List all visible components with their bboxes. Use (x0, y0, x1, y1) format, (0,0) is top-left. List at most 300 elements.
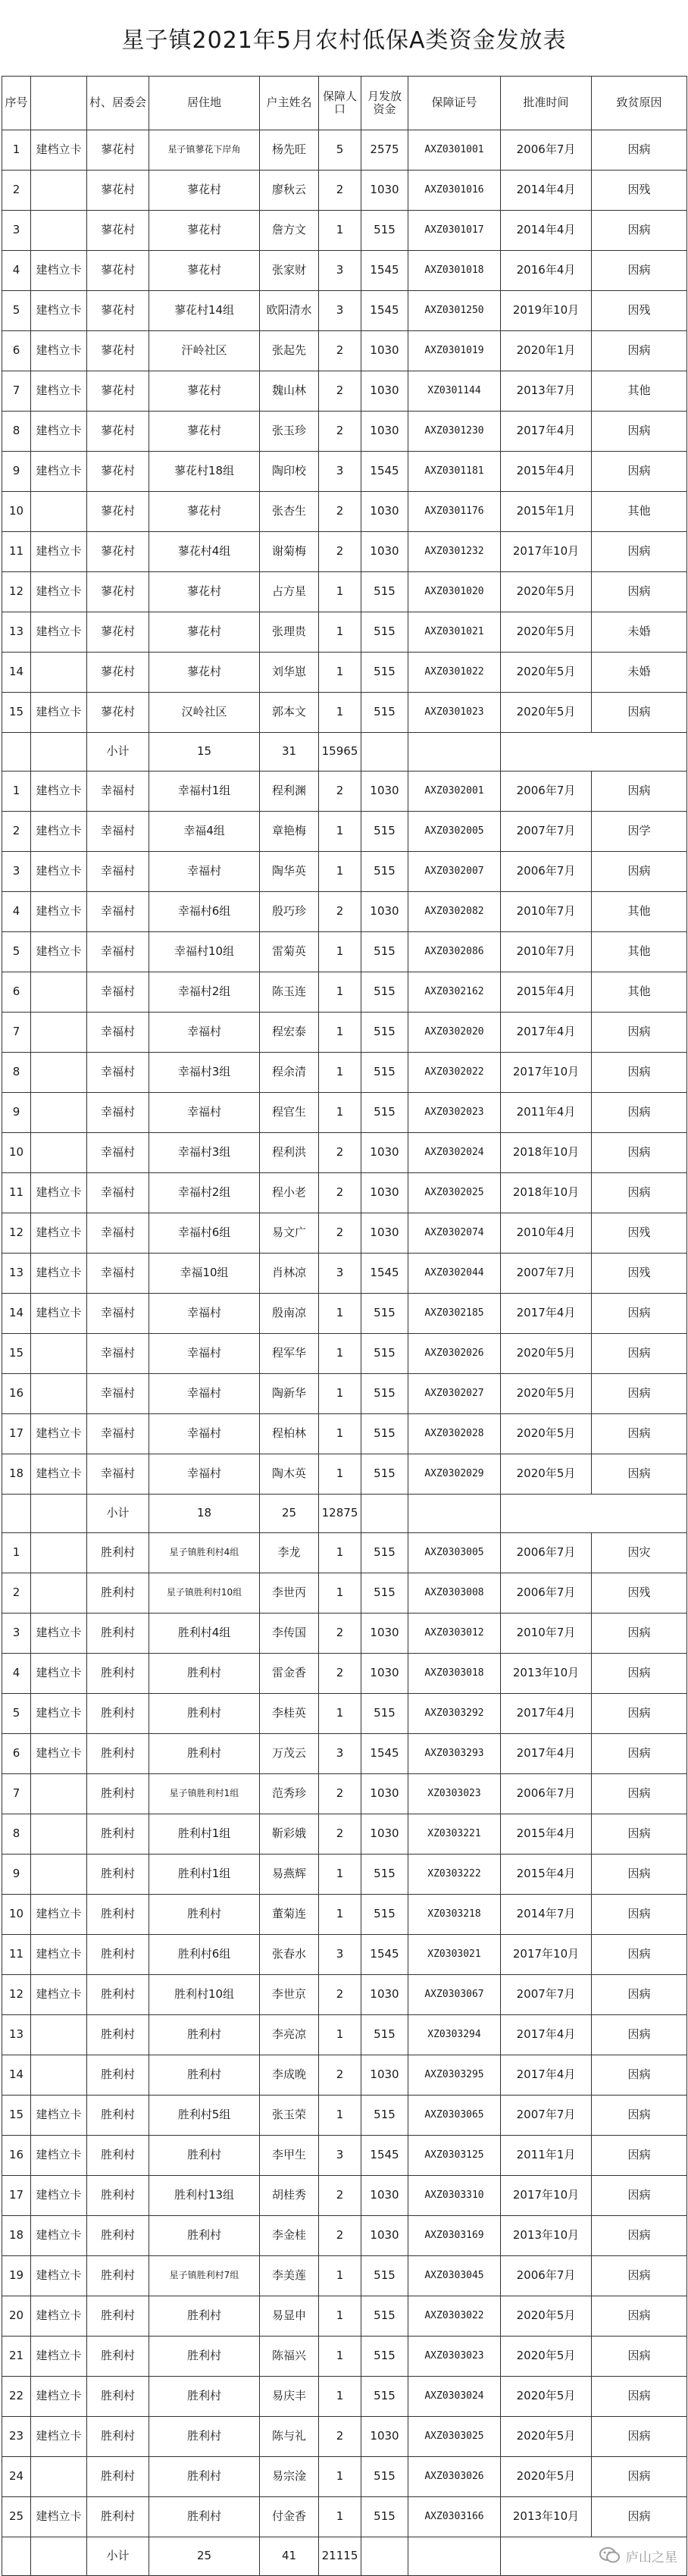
table-cell: 陶华英 (260, 852, 319, 892)
table-cell: 汗岭社区 (149, 331, 260, 371)
table-cell: 李世丙 (260, 1573, 319, 1614)
table-cell: 2020年5月 (501, 612, 592, 653)
table-cell: 胜利村10组 (149, 1975, 260, 2015)
subtotal-cell (31, 2537, 87, 2576)
table-cell: 2006年7月 (501, 852, 592, 892)
table-cell (31, 2457, 87, 2497)
table-cell: 1 (2, 130, 31, 171)
table-cell: 胜利村 (87, 2136, 149, 2176)
table-cell (31, 1053, 87, 1093)
table-cell: 李亮凉 (260, 2015, 319, 2055)
table-cell: AXZ0303023 (408, 2337, 501, 2377)
table-row (2, 2176, 687, 2216)
table-cell: 易庆丰 (260, 2377, 319, 2417)
table-cell: 幸福村 (149, 1414, 260, 1454)
table-row (2, 1173, 687, 1213)
table-cell: 建档立卡 (31, 412, 87, 452)
subtotal-cell: 31 (260, 733, 319, 772)
table-cell: AXZ0301021 (408, 612, 501, 653)
table-cell: 2020年5月 (501, 1454, 592, 1495)
table-cell: 胜利村 (87, 2457, 149, 2497)
table-row (2, 2457, 687, 2497)
table-cell: 因病 (592, 693, 687, 733)
table-cell: 10 (2, 1895, 31, 1935)
table-cell: 1 (319, 612, 361, 653)
table-cell: 1030 (361, 371, 408, 412)
table-cell (31, 653, 87, 693)
table-row (2, 1855, 687, 1895)
table-cell: 蓼花村 (87, 130, 149, 171)
table-row (2, 452, 687, 492)
table-cell: 蓼花村 (87, 532, 149, 572)
table-cell: AXZ0303293 (408, 1734, 501, 1774)
table-cell: 1 (319, 2457, 361, 2497)
table-cell: 3 (319, 452, 361, 492)
table-cell: 雷金香 (260, 1654, 319, 1694)
table-cell: 幸福村 (87, 1334, 149, 1374)
table-cell: 2007年7月 (501, 1254, 592, 1294)
table-cell: 因病 (592, 1374, 687, 1414)
table-cell: 2011年4月 (501, 1093, 592, 1133)
table-cell: AXZ0303025 (408, 2417, 501, 2457)
header-cell: 批准时间 (501, 77, 592, 130)
table-cell: 3 (2, 1614, 31, 1654)
table-cell: 程军华 (260, 1334, 319, 1374)
table-cell: 张理贵 (260, 612, 319, 653)
table-cell: 1030 (361, 772, 408, 812)
table-row (2, 1895, 687, 1935)
table-cell: 幸福村2组 (149, 972, 260, 1013)
table-cell: AXZ0301023 (408, 693, 501, 733)
table-cell: 因病 (592, 1013, 687, 1053)
table-cell: 胜利村 (87, 2377, 149, 2417)
table-cell: 2017年4月 (501, 1013, 592, 1053)
table-cell: 因病 (592, 211, 687, 251)
table-cell: 因病 (592, 1414, 687, 1454)
table-cell: 2010年4月 (501, 1213, 592, 1254)
table-cell: 幸福村 (149, 1334, 260, 1374)
table-cell: XZ0303222 (408, 1855, 501, 1895)
table-cell: 幸福村 (87, 852, 149, 892)
table-cell: 胜利村 (87, 1533, 149, 1573)
table-cell: 因病 (592, 1975, 687, 2015)
table-cell: 1030 (361, 532, 408, 572)
table-row (2, 2015, 687, 2055)
table-cell: 建档立卡 (31, 2377, 87, 2417)
table-cell: 胜利村 (87, 1935, 149, 1975)
table-cell: 3 (319, 291, 361, 331)
table-cell: 幸福村 (87, 1454, 149, 1495)
table-cell: 515 (361, 2377, 408, 2417)
table-cell: 其他 (592, 932, 687, 972)
table-cell: 胜利村 (149, 2055, 260, 2096)
table-cell: 建档立卡 (31, 1734, 87, 1774)
table-cell: 建档立卡 (31, 932, 87, 972)
table-cell: 易宗淦 (260, 2457, 319, 2497)
table-cell: 2020年5月 (501, 1334, 592, 1374)
table-cell: 程利渊 (260, 772, 319, 812)
table-row (2, 2377, 687, 2417)
table-cell: 陶印校 (260, 452, 319, 492)
table-cell: 1030 (361, 331, 408, 371)
table-cell: 2020年5月 (501, 2457, 592, 2497)
table-cell: 2 (319, 371, 361, 412)
table-cell: 515 (361, 211, 408, 251)
table-cell: AXZ0302162 (408, 972, 501, 1013)
table-cell: 515 (361, 1294, 408, 1334)
table-cell: 因病 (592, 1614, 687, 1654)
table-cell: 胜利村 (87, 1734, 149, 1774)
table-cell: 1545 (361, 291, 408, 331)
table-cell: 蓼花村 (87, 412, 149, 452)
table-cell: 25 (2, 2497, 31, 2537)
subtotal-cell (408, 2537, 501, 2576)
table-cell: 未婚 (592, 612, 687, 653)
table-cell: 幸福村 (87, 812, 149, 852)
header-cell: 户主姓名 (260, 77, 319, 130)
header-cell (31, 77, 87, 130)
table-cell: 因病 (592, 1895, 687, 1935)
table-cell: 因病 (592, 1734, 687, 1774)
table-cell: 8 (2, 412, 31, 452)
table-cell: AXZ0303018 (408, 1654, 501, 1694)
table-cell: 1 (319, 2256, 361, 2296)
table-cell: 2015年4月 (501, 1814, 592, 1855)
table-cell: 胜利村 (149, 1895, 260, 1935)
table-cell: 1030 (361, 2176, 408, 2216)
table-cell: 因残 (592, 1254, 687, 1294)
table-cell: 胜利村 (149, 1654, 260, 1694)
table-cell: 2018年10月 (501, 1133, 592, 1173)
table-row (2, 2417, 687, 2457)
table-cell: 3 (2, 211, 31, 251)
table-cell: AXZ0301176 (408, 492, 501, 532)
table-cell: 蓼花村 (149, 612, 260, 653)
subtotal-cell: 小计 (87, 2537, 149, 2576)
table-row (2, 2256, 687, 2296)
table-cell: 3 (2, 852, 31, 892)
table-cell: 李美莲 (260, 2256, 319, 2296)
table-row (2, 211, 687, 251)
header-cell: 月发放资金 (361, 77, 408, 130)
document-title: 星子镇2021年5月农村低保A类资金发放表 (121, 27, 567, 54)
table-cell: 515 (361, 2296, 408, 2337)
table-row (2, 1614, 687, 1654)
table-row (2, 412, 687, 452)
table-cell: AXZ0303045 (408, 2256, 501, 2296)
table-cell: 建档立卡 (31, 1414, 87, 1454)
table-cell: 1030 (361, 412, 408, 452)
table-row (2, 2096, 687, 2136)
table-cell: 胜利村 (87, 1573, 149, 1614)
table-cell: 2014年4月 (501, 171, 592, 211)
table-cell: AXZ0301230 (408, 412, 501, 452)
table-cell: 20 (2, 2296, 31, 2337)
subtotal-cell (501, 1495, 687, 1533)
table-row (2, 1374, 687, 1414)
subtotal-cell: 25 (149, 2537, 260, 2576)
subtotal-row (2, 733, 687, 772)
table-cell: 1 (319, 1013, 361, 1053)
table-cell: 幸福村3组 (149, 1053, 260, 1093)
table-cell: XZ0303023 (408, 1774, 501, 1814)
table-cell: 因病 (592, 532, 687, 572)
table-cell: AXZ0303005 (408, 1533, 501, 1573)
table-cell: 因病 (592, 1454, 687, 1495)
table-cell: 幸福村 (87, 932, 149, 972)
table-cell: 刘华崽 (260, 653, 319, 693)
table-cell: 2013年10月 (501, 1654, 592, 1694)
table-cell: 14 (2, 1294, 31, 1334)
table-cell: 蓼花村 (87, 612, 149, 653)
table-cell: 2 (2, 171, 31, 211)
table-cell: XZ0301144 (408, 371, 501, 412)
table-cell: 建档立卡 (31, 251, 87, 291)
table-cell: 易显申 (260, 2296, 319, 2337)
table-cell: AXZ0303292 (408, 1694, 501, 1734)
table-cell: 幸福村3组 (149, 1133, 260, 1173)
table-cell: 11 (2, 1173, 31, 1213)
table-cell: 幸福村 (87, 1374, 149, 1414)
table-cell: 2017年4月 (501, 1294, 592, 1334)
table-cell: 2017年10月 (501, 1053, 592, 1093)
table-cell: 胜利村 (87, 2256, 149, 2296)
subtotal-cell: 15965 (319, 733, 361, 772)
table-cell: 章艳梅 (260, 812, 319, 852)
table-cell: 1030 (361, 892, 408, 932)
table-cell: AXZ0301020 (408, 572, 501, 612)
table-cell: 3 (319, 251, 361, 291)
table-cell: 胜利村 (87, 1654, 149, 1694)
table-cell: 515 (361, 1895, 408, 1935)
table-cell: AXZ0301018 (408, 251, 501, 291)
table-cell: 因病 (592, 2256, 687, 2296)
table-cell: AXZ0302025 (408, 1173, 501, 1213)
table-cell (31, 1533, 87, 1573)
table-cell: 幸福村 (87, 772, 149, 812)
table-cell: 2 (319, 1975, 361, 2015)
table-cell: 2015年4月 (501, 452, 592, 492)
table-cell: 胜利村 (87, 2176, 149, 2216)
table-cell: 2 (319, 331, 361, 371)
table-cell: 杨先旺 (260, 130, 319, 171)
table-cell: 17 (2, 1414, 31, 1454)
table-row (2, 653, 687, 693)
table-cell: 2006年7月 (501, 2256, 592, 2296)
table-cell: 2 (319, 1133, 361, 1173)
table-cell: 2017年10月 (501, 532, 592, 572)
table-row (2, 1013, 687, 1053)
table-cell: 1 (319, 2096, 361, 2136)
table-cell: 14 (2, 653, 31, 693)
table-cell: 2 (319, 1774, 361, 1814)
table-row (2, 572, 687, 612)
table-cell: 蓼花村 (149, 371, 260, 412)
table-cell: AXZ0302185 (408, 1294, 501, 1334)
table-cell: 易燕辉 (260, 1855, 319, 1895)
table-row (2, 1093, 687, 1133)
table-cell: 1 (319, 211, 361, 251)
table-cell: 幸福村10组 (149, 932, 260, 972)
table-cell: 2007年7月 (501, 812, 592, 852)
table-cell: 2 (319, 1654, 361, 1694)
table-cell: 11 (2, 532, 31, 572)
table-cell: 2014年4月 (501, 211, 592, 251)
table-cell: 李金桂 (260, 2216, 319, 2256)
table-cell: 2 (319, 1614, 361, 1654)
table-cell: 515 (361, 2337, 408, 2377)
table-cell: AXZ0303026 (408, 2457, 501, 2497)
table-cell: 1 (319, 1694, 361, 1734)
table-cell: 星子镇胜利村7组 (149, 2256, 260, 2296)
table-cell: AXZ0303166 (408, 2497, 501, 2537)
table-cell: 陶木英 (260, 1454, 319, 1495)
table-cell: 蓼花村 (149, 572, 260, 612)
table-row (2, 171, 687, 211)
table-cell: 魏山林 (260, 371, 319, 412)
table-cell: 因病 (592, 1814, 687, 1855)
table-cell: 建档立卡 (31, 1694, 87, 1734)
table-cell: 2015年1月 (501, 492, 592, 532)
table-cell: 因病 (592, 572, 687, 612)
table-cell: 2011年1月 (501, 2136, 592, 2176)
table-cell: 雷菊英 (260, 932, 319, 972)
table-cell (31, 1374, 87, 1414)
header-cell: 致贫原因 (592, 77, 687, 130)
subtotal-cell (2, 1495, 31, 1533)
table-cell: AXZ0301181 (408, 452, 501, 492)
table-cell: 因病 (592, 130, 687, 171)
table-cell: 1 (2, 772, 31, 812)
table-cell: 1545 (361, 251, 408, 291)
table-row (2, 251, 687, 291)
table-row (2, 1774, 687, 1814)
table-cell: 胡桂秀 (260, 2176, 319, 2216)
table-row (2, 612, 687, 653)
table-cell: 1 (2, 1533, 31, 1573)
table-cell: AXZ0302074 (408, 1213, 501, 1254)
table-cell: 2006年7月 (501, 1774, 592, 1814)
table-cell: 2 (319, 892, 361, 932)
table-cell: 1 (319, 1454, 361, 1495)
table-cell: 5 (2, 932, 31, 972)
table-cell: 515 (361, 693, 408, 733)
table-cell: 建档立卡 (31, 1294, 87, 1334)
table-cell: 建档立卡 (31, 130, 87, 171)
table-cell (31, 211, 87, 251)
table-row (2, 130, 687, 171)
table-row (2, 492, 687, 532)
table-cell: 9 (2, 1855, 31, 1895)
table-cell: 1030 (361, 1975, 408, 2015)
table-cell (31, 492, 87, 532)
table-cell: 4 (2, 251, 31, 291)
table-cell: 515 (361, 612, 408, 653)
table-cell: 2006年7月 (501, 130, 592, 171)
table-cell: 12 (2, 1213, 31, 1254)
table-cell: 胜利村 (87, 1694, 149, 1734)
table-cell: AXZ0303022 (408, 2296, 501, 2337)
subtotal-cell: 18 (149, 1495, 260, 1533)
table-cell: 因病 (592, 1855, 687, 1895)
table-cell: 程柏林 (260, 1414, 319, 1454)
table-row (2, 1133, 687, 1173)
table-cell: 1030 (361, 1133, 408, 1173)
table-cell: 因病 (592, 2497, 687, 2537)
table-cell: 5 (2, 1694, 31, 1734)
table-cell: 2020年5月 (501, 2337, 592, 2377)
table-cell: 13 (2, 1254, 31, 1294)
table-cell: 蓼花村 (87, 211, 149, 251)
table-cell: 因病 (592, 2337, 687, 2377)
table-cell: 胜利村 (87, 1814, 149, 1855)
table-cell: 2018年10月 (501, 1173, 592, 1213)
table-cell: 15 (2, 693, 31, 733)
table-row (2, 2055, 687, 2096)
table-cell: XZ0303294 (408, 2015, 501, 2055)
table-cell: 胜利村4组 (149, 1614, 260, 1654)
table-cell: 2020年5月 (501, 2417, 592, 2457)
table-cell: 幸福村 (87, 892, 149, 932)
table-cell: 因病 (592, 251, 687, 291)
subtotal-cell (2, 733, 31, 772)
table-cell: 515 (361, 1694, 408, 1734)
table-cell: 2 (2, 812, 31, 852)
table-row (2, 892, 687, 932)
table-cell: AXZ0302001 (408, 772, 501, 812)
table-cell: 1030 (361, 2055, 408, 2096)
table-cell: 2 (319, 532, 361, 572)
table-cell: 因病 (592, 331, 687, 371)
table-cell: 蓼花村 (87, 492, 149, 532)
table-cell: 胜利村 (149, 1694, 260, 1734)
table-cell: AXZ0303125 (408, 2136, 501, 2176)
table-cell: 17 (2, 2176, 31, 2216)
table-cell: 515 (361, 1334, 408, 1374)
table-cell: 515 (361, 572, 408, 612)
table-cell: 蓼花村 (87, 653, 149, 693)
table-cell: 詹方文 (260, 211, 319, 251)
table-row (2, 2136, 687, 2176)
table-row (2, 772, 687, 812)
table-cell: 因病 (592, 2457, 687, 2497)
table-cell: AXZ0301017 (408, 211, 501, 251)
table-cell: 因病 (592, 2096, 687, 2136)
table-cell: 因病 (592, 2136, 687, 2176)
table-cell: 胜利村 (87, 2096, 149, 2136)
subtotal-cell (361, 733, 408, 772)
table-cell: 515 (361, 1093, 408, 1133)
table-cell: 2006年7月 (501, 772, 592, 812)
table-row (2, 331, 687, 371)
table-cell: 程小老 (260, 1173, 319, 1213)
table-cell: AXZ0302007 (408, 852, 501, 892)
table-cell: 2015年4月 (501, 1855, 592, 1895)
header-cell: 村、居委会 (87, 77, 149, 130)
table-cell: 1 (319, 852, 361, 892)
table-cell: 建档立卡 (31, 1173, 87, 1213)
table-cell: 胜利村 (149, 2296, 260, 2337)
table-cell: 6 (2, 972, 31, 1013)
table-cell: 2 (319, 1173, 361, 1213)
table-cell: 515 (361, 1013, 408, 1053)
table-cell: 1 (319, 1573, 361, 1614)
table-cell: 幸福村 (87, 972, 149, 1013)
table-cell: 515 (361, 2256, 408, 2296)
table-cell: 2 (2, 1573, 31, 1614)
table-cell: 3 (319, 1734, 361, 1774)
table-cell: 515 (361, 852, 408, 892)
